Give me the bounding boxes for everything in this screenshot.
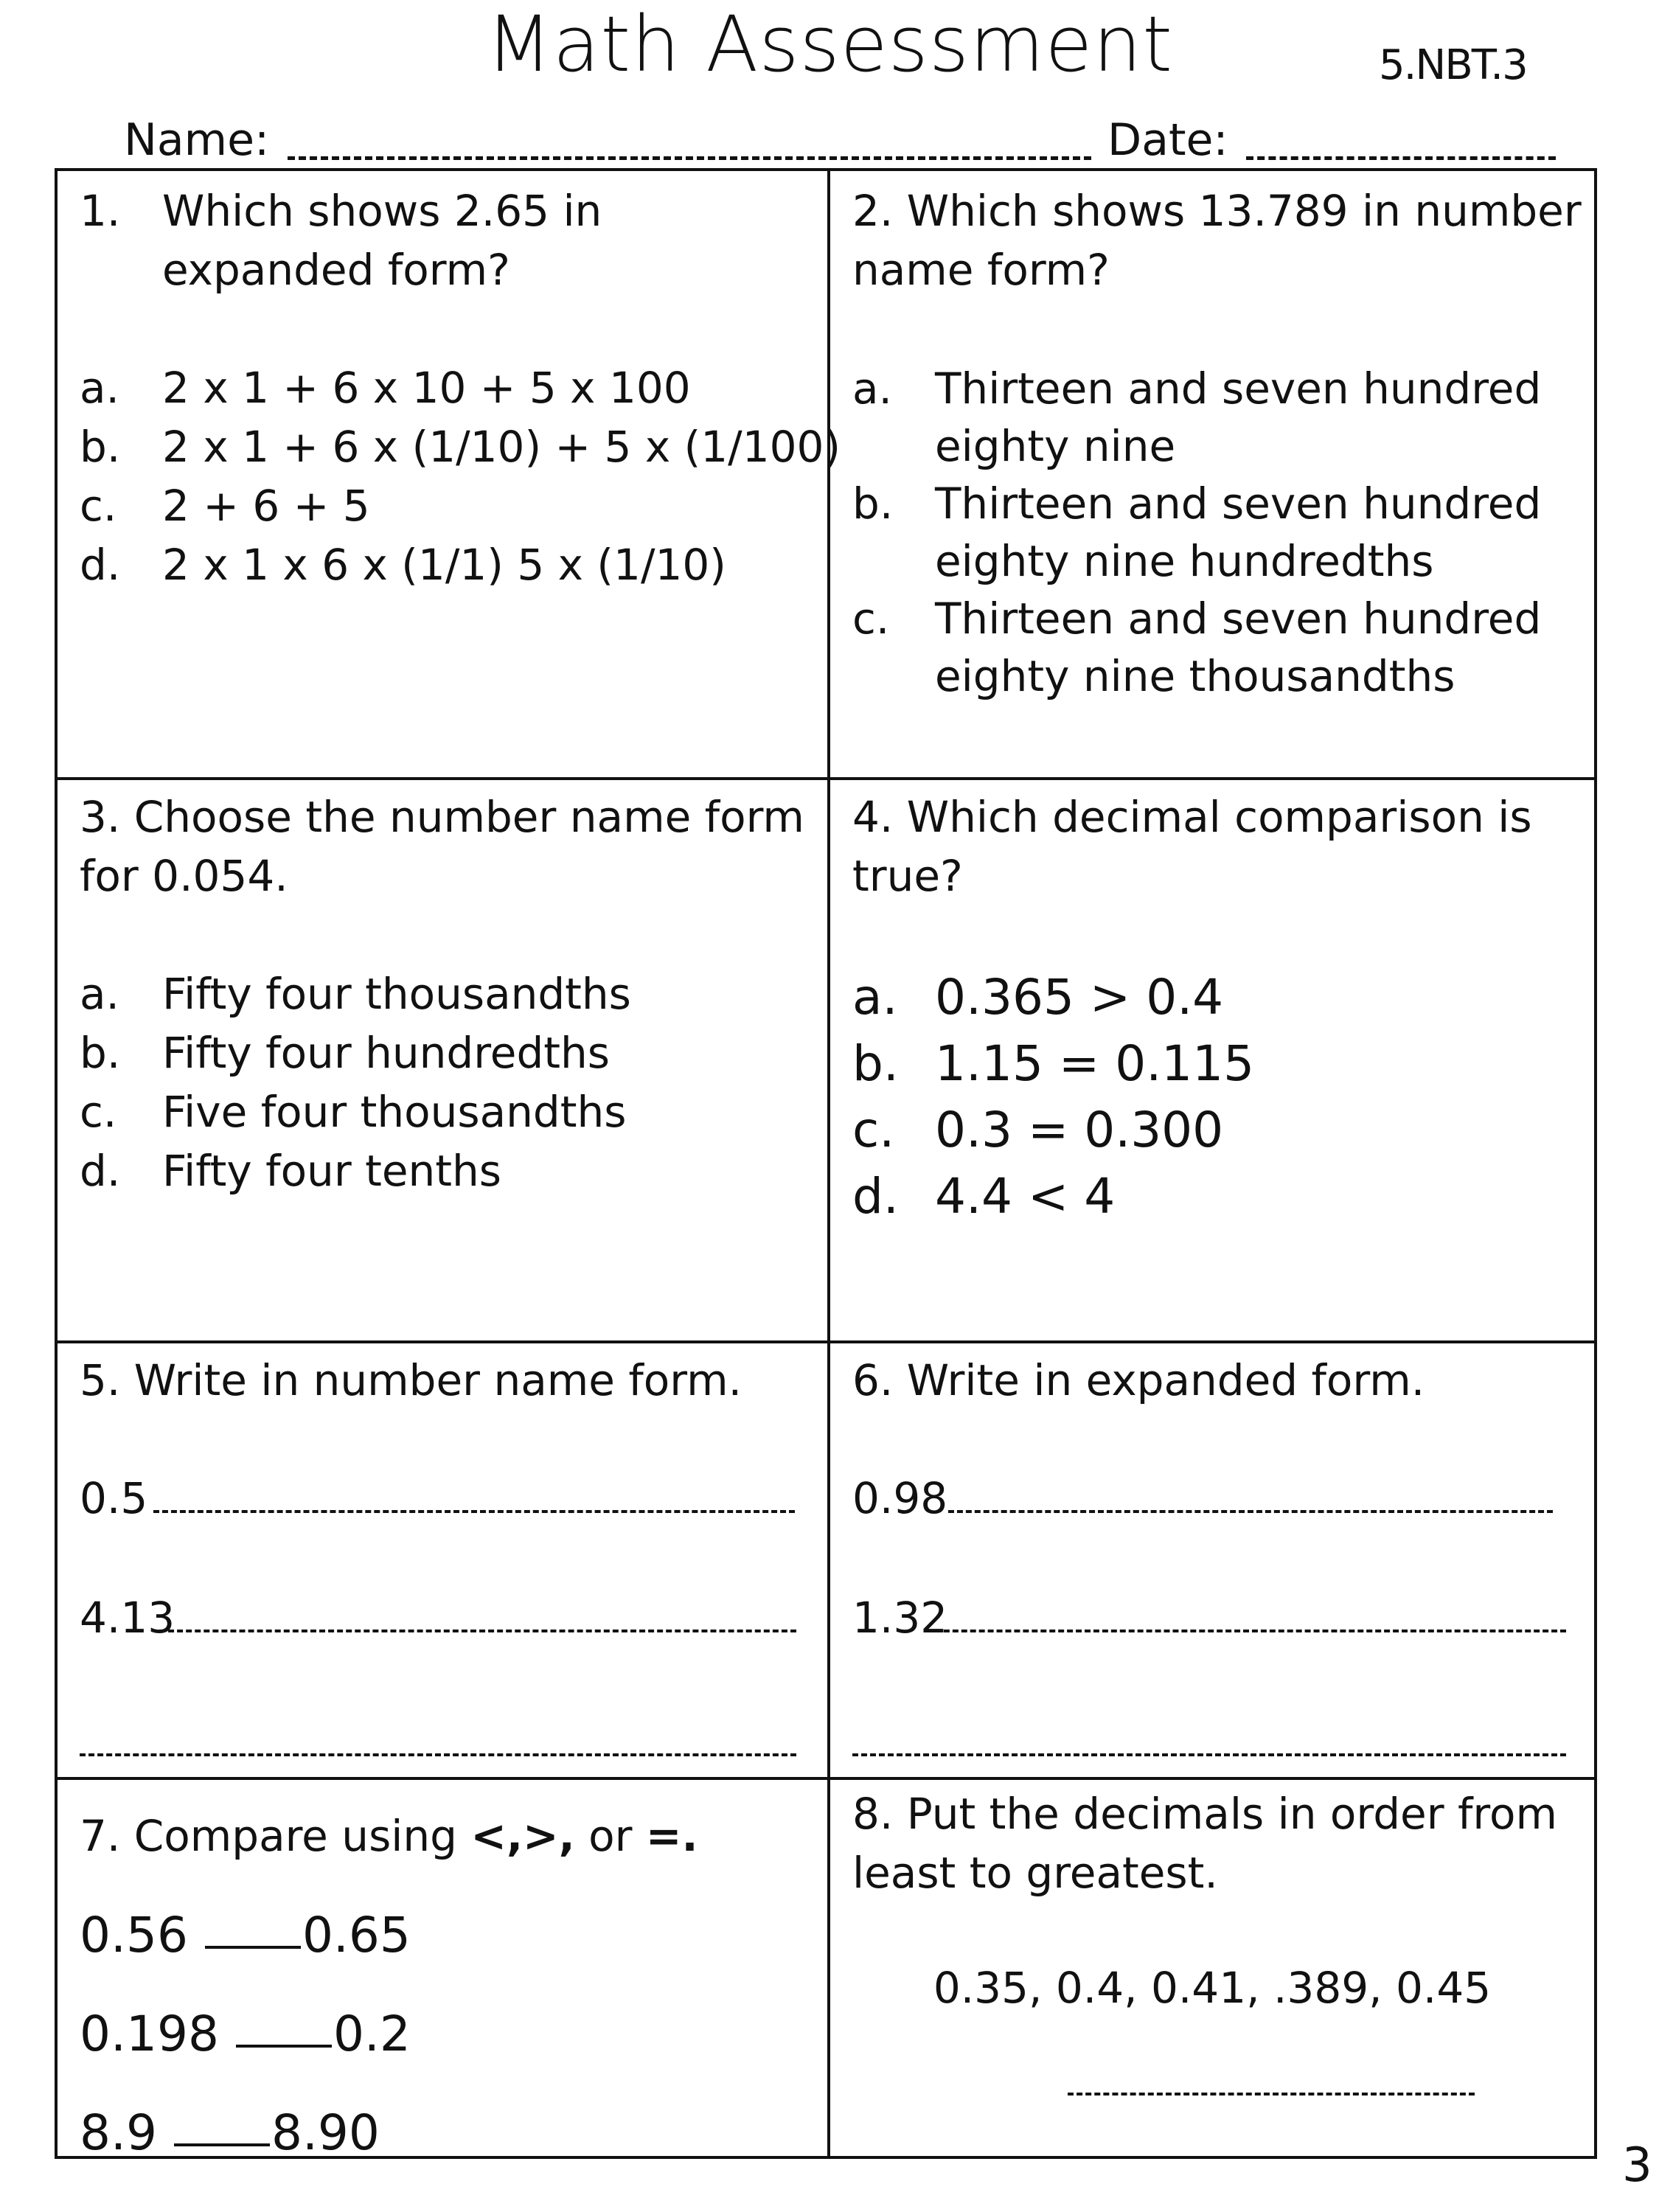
question-6-item-1: 0.98: [852, 1473, 948, 1523]
standard-code: 5.NBT.3: [1379, 41, 1527, 89]
compare-left: 0.56: [80, 1907, 188, 1964]
question-2-prompt-line2: name form?: [852, 245, 1110, 295]
question-7: [58, 1780, 827, 2161]
option-letter: a.: [852, 969, 898, 1026]
prompt-or: or: [574, 1811, 646, 1861]
question-4-prompt-line2: true?: [852, 851, 963, 901]
compare-right: 0.65: [302, 1907, 411, 1964]
question-1-option-c[interactable]: [80, 476, 370, 535]
option-letter: d.: [852, 1168, 899, 1225]
question-4-option-d[interactable]: [852, 1164, 1115, 1230]
compare-right: 8.90: [271, 2104, 380, 2161]
option-text-line1: Thirteen and seven hundred: [935, 364, 1542, 414]
question-grid: [55, 168, 1597, 2159]
question-5-item-2: 4.13: [80, 1593, 175, 1643]
question-4-option-a[interactable]: [852, 964, 1223, 1031]
page-number: 3: [1622, 2138, 1652, 2193]
name-label: Name:: [124, 114, 270, 166]
option-letter: b.: [852, 1035, 899, 1092]
option-text: 2 x 1 + 6 x 10 + 5 x 100: [162, 363, 691, 413]
compare-blank[interactable]: [174, 2143, 270, 2146]
option-letter: b.: [80, 1028, 121, 1078]
option-text: 2 x 1 + 6 x (1/10) + 5 x (1/100): [162, 422, 841, 472]
compare-item-3: [80, 2100, 380, 2166]
question-1-prompt-line1: Which shows 2.65 in: [162, 186, 602, 236]
compare-blank[interactable]: [205, 1946, 301, 1949]
question-4-option-c[interactable]: [852, 1097, 1223, 1164]
compare-left: 0.198: [80, 2006, 219, 2062]
question-4-option-b[interactable]: [852, 1031, 1254, 1097]
question-1-number: 1.: [80, 186, 121, 236]
question-6-prompt: 6. Write in expanded form.: [852, 1355, 1425, 1405]
option-letter: c.: [80, 1087, 117, 1137]
option-text-line1: Thirteen and seven hundred: [935, 479, 1542, 529]
name-blank[interactable]: [288, 156, 1091, 160]
question-1-option-a[interactable]: [80, 358, 691, 417]
option-text: Five four thousandths: [162, 1087, 627, 1137]
option-letter: c.: [80, 481, 117, 531]
question-1: [58, 171, 841, 777]
question-3-option-b[interactable]: [80, 1023, 610, 1082]
option-text: 4.4 < 4: [935, 1168, 1116, 1225]
answer-blank[interactable]: [1068, 2093, 1475, 2096]
answer-blank[interactable]: [80, 1753, 796, 1756]
compare-right: 0.2: [333, 2006, 411, 2062]
option-text-line1: Thirteen and seven hundred: [935, 594, 1542, 644]
option-text-line2: eighty nine hundredths: [935, 536, 1434, 586]
question-3-option-d[interactable]: [80, 1141, 501, 1200]
option-text: 2 + 6 + 5: [162, 481, 370, 531]
question-3: [58, 780, 827, 1340]
option-letter: c.: [852, 1102, 895, 1158]
question-1-option-b[interactable]: [80, 417, 841, 476]
prompt-equals: =.: [645, 1811, 698, 1861]
question-5-item-1: 0.5: [80, 1473, 148, 1523]
question-2-prompt-line1: 2. Which shows 13.789 in number: [852, 186, 1582, 236]
question-5: [58, 1343, 827, 1777]
option-text: Fifty four hundredths: [162, 1028, 610, 1078]
question-3-option-a[interactable]: [80, 964, 631, 1023]
question-7-prompt: [80, 1806, 698, 1865]
option-letter: b.: [80, 422, 121, 472]
question-5-prompt: 5. Write in number name form.: [80, 1355, 742, 1405]
question-4: [830, 780, 1594, 1340]
page-title: Math Assessment: [485, 0, 1174, 89]
question-3-option-c[interactable]: [80, 1082, 626, 1141]
option-letter: d.: [80, 1146, 121, 1196]
date-label: Date:: [1107, 114, 1228, 166]
question-6-item-2: 1.32: [852, 1593, 948, 1643]
question-1-prompt-line2: expanded form?: [162, 245, 510, 295]
option-text: 0.365 > 0.4: [935, 969, 1224, 1026]
option-text-line2: eighty nine thousandths: [935, 651, 1455, 701]
compare-blank[interactable]: [236, 2045, 332, 2048]
option-letter: c.: [852, 594, 890, 644]
answer-blank[interactable]: [153, 1510, 795, 1513]
question-8: [830, 1780, 1594, 2156]
option-text: Fifty four thousandths: [162, 969, 631, 1019]
compare-item-2: [80, 2001, 411, 2067]
question-3-prompt-line1: 3. Choose the number name form: [80, 792, 804, 842]
answer-blank[interactable]: [159, 1630, 796, 1632]
option-letter: b.: [852, 479, 894, 529]
prompt-text: 7. Compare using: [80, 1811, 471, 1861]
option-letter: a.: [852, 364, 892, 414]
answer-blank[interactable]: [852, 1753, 1566, 1756]
option-text: 1.15 = 0.115: [935, 1035, 1255, 1092]
option-text: Fifty four tenths: [162, 1146, 502, 1196]
date-blank[interactable]: [1246, 156, 1556, 160]
question-8-prompt-line1: 8. Put the decimals in order from: [852, 1789, 1557, 1839]
compare-left: 8.9: [80, 2104, 157, 2161]
answer-blank[interactable]: [926, 1630, 1566, 1632]
question-8-prompt-line2: least to greatest.: [852, 1848, 1218, 1898]
question-6: [830, 1343, 1594, 1777]
compare-item-1: [80, 1902, 411, 1969]
prompt-symbols: <,>,: [470, 1811, 575, 1861]
option-letter: d.: [80, 540, 121, 590]
question-2: [830, 171, 1594, 777]
question-4-prompt-line1: 4. Which decimal comparison is: [852, 792, 1532, 842]
option-letter: a.: [80, 969, 119, 1019]
option-text: 0.3 = 0.300: [935, 1102, 1224, 1158]
option-text-line2: eighty nine: [935, 421, 1176, 471]
question-3-prompt-line2: for 0.054.: [80, 851, 288, 901]
option-letter: a.: [80, 363, 119, 413]
decimal-list: 0.35, 0.4, 0.41, .389, 0.45: [933, 1963, 1492, 2013]
option-text: 2 x 1 x 6 x (1/1) 5 x (1/10): [162, 540, 726, 590]
question-1-option-d[interactable]: [80, 535, 726, 594]
answer-blank[interactable]: [948, 1510, 1553, 1513]
